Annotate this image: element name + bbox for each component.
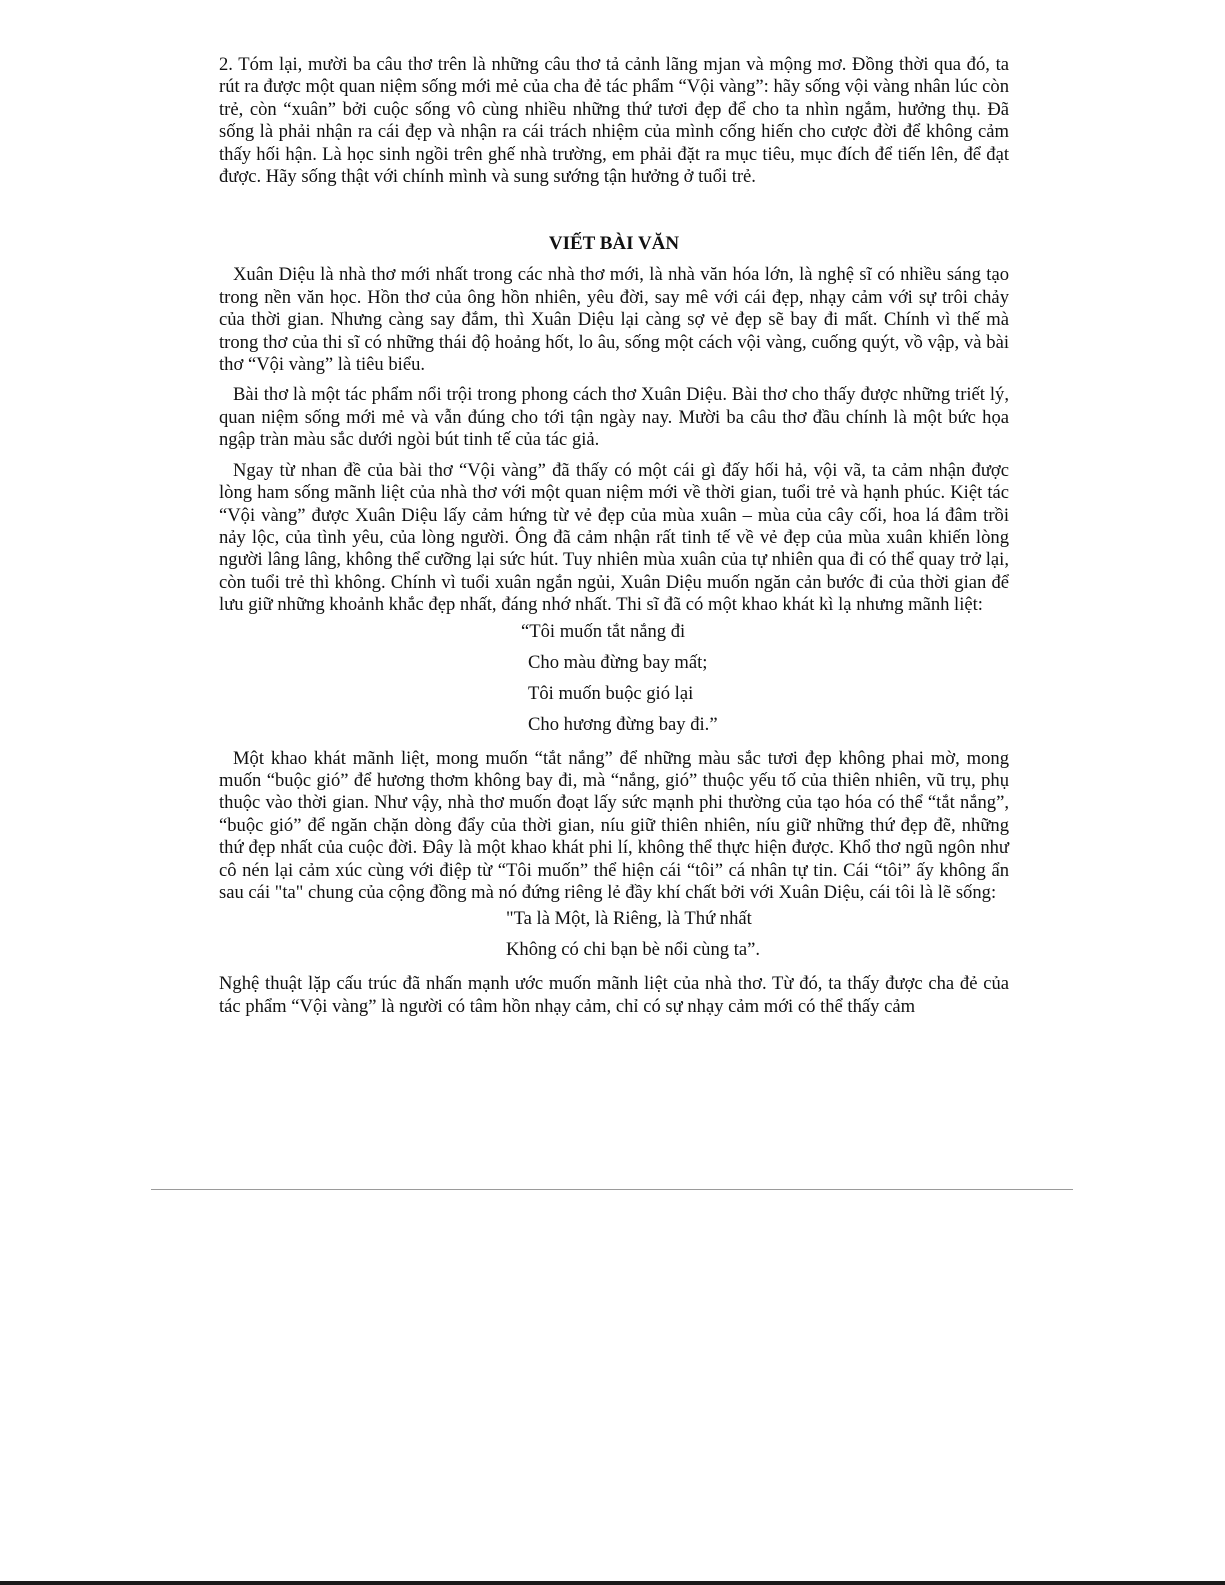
page-bottom-edge — [0, 1581, 1225, 1585]
poem-line: "Ta là Một, là Riêng, là Thứ nhất — [506, 908, 752, 930]
poem-block-2 — [219, 908, 1009, 965]
paragraph-4: Một khao khát mãnh liệt, mong muốn “tắt nắng” để những màu sắc tươi đẹp không phai mờ, mong muốn “buộc gió” để hương thơm không bay đi, mà “nắng, gió” thuộc yếu tố của thiên nhiên, vũ trụ, phụ thuộc vào thời gian. Như vậy, nhà thơ muốn đoạt lấy sức mạnh phi thường của tạo hóa có thể “tắt nắng”, “buộc gió” để ngăn chặn dòng đẩy của thời gian, níu giữ thiên nhiên, níu giữ những thứ đẹp đẽ, những thứ đẹp nhất của cuộc đời. Đây là một khao khát phi lí, không thể thực hiện được. Khổ thơ ngũ ngôn như cô nén lại cảm xúc cùng với điệp từ “Tôi muốn” thể hiện cái “tôi” cá nhân tự tin. Cái “tôi” ấy không ẩn sau cái "ta" chung của cộng đồng mà nó đứng riêng lẻ đầy khí chất bởi với Xuân Diệu, cái tôi là lẽ sống: — [219, 747, 1009, 903]
poem-line: “Tôi muốn tắt nắng đi — [521, 620, 686, 642]
section-heading: VIẾT BÀI VĂN — [548, 233, 680, 255]
poem-block-1 — [219, 621, 1009, 740]
page-divider — [151, 1189, 1073, 1190]
poem-line: Cho màu đừng bay mất; — [528, 651, 708, 673]
closing-paragraph: Nghệ thuật lặp cấu trúc đã nhấn mạnh ước muốn mãnh liệt của nhà thơ. Từ đó, ta thấy được cha đẻ của tác phẩm “Vội vàng” là người có tâm hồn nhạy cảm, chỉ có sự nhạy cảm mới có thể thấy cảm — [219, 973, 1009, 1017]
poem-line: Không có chi bạn bè nổi cùng ta”. — [506, 939, 761, 961]
paragraph-2: Bài thơ là một tác phẩm nổi trội trong phong cách thơ Xuân Diệu. Bài thơ cho thấy được những triết lý, quan niệm sống mới mẻ và vẫn đúng cho tới tận ngày nay. Mười ba câu thơ đầu chính là một bức họa ngập tràn màu sắc dưới ngòi bút tinh tế của tác giả. — [219, 384, 1009, 451]
poem-line: Tôi muốn buộc gió lại — [528, 682, 694, 704]
paragraph-3: Ngay từ nhan đề của bài thơ “Vội vàng” đã thấy có một cái gì đấy hối hả, vội vã, ta cảm nhận được lòng ham sống mãnh liệt của nhà thơ với một quan niệm mới về thời gian, tuổi trẻ và hạnh phúc. Kiệt tác “Vội vàng” được Xuân Diệu lấy cảm hứng từ vẻ đẹp của mùa xuân – mùa của cây cối, hoa lá đâm trồi nảy lộc, của tình yêu, của lòng người. Ông đã cảm nhận rất tinh tế về vẻ đẹp của mùa xuân khiến lòng người lâng lâng, không thể cưỡng lại sức hút. Tuy nhiên mùa xuân của tự nhiên qua đi có thể quay trở lại, còn tuổi trẻ thì không. Chính vì tuổi xuân ngắn ngủi, Xuân Diệu muốn ngăn cản bước đi của thời gian để lưu giữ những khoảnh khắc đẹp nhất, đáng nhớ nhất. Thi sĩ đã có một khao khát kì lạ nhưng mãnh liệt: — [219, 459, 1009, 616]
poem-line: Cho hương đừng bay đi.” — [528, 713, 718, 735]
page-content — [219, 54, 1009, 1018]
intro-paragraph: 2. Tóm lại, mười ba câu thơ trên là những câu thơ tả cảnh lãng mjan và mộng mơ. Đồng thời qua đó, ta rút ra được một quan niệm sống mới mẻ của cha đẻ tác phẩm “Vội vàng”: hãy sống vội vàng nhân lúc còn trẻ, còn “xuân” bởi cuộc sống vô cùng nhiều những thứ tươi đẹp để cho ta nhìn ngắm, hưởng thụ. Đã sống là phải nhận ra cái đẹp và nhận ra cái trách nhiệm của mình cống hiến cho cược đời để không cảm thấy hối hận. Là học sinh ngồi trên ghế nhà trường, em phải đặt ra mục tiêu, mục đích để tiến lên, để đạt được. Hãy sống thật với chính mình và sung sướng tận hưởng ở tuổi trẻ. — [219, 54, 1009, 188]
paragraph-1: Xuân Diệu là nhà thơ mới nhất trong các nhà thơ mới, là nhà văn hóa lớn, là nghệ sĩ có nhiều sáng tạo trong nền văn học. Hồn thơ của ông hồn nhiên, yêu đời, say mê với cái đẹp, nhạy cảm với sự trôi chảy của thời gian. Nhưng càng say đắm, thì Xuân Diệu lại càng sợ vẻ đẹp sẽ bay đi mất. Chính vì thế mà trong thơ của thi sĩ có những thái độ hoảng hốt, lo âu, sống một cách vội vàng, cuống quýt, vồ vập, và bài thơ “Vội vàng” là tiêu biểu. — [219, 264, 1009, 376]
